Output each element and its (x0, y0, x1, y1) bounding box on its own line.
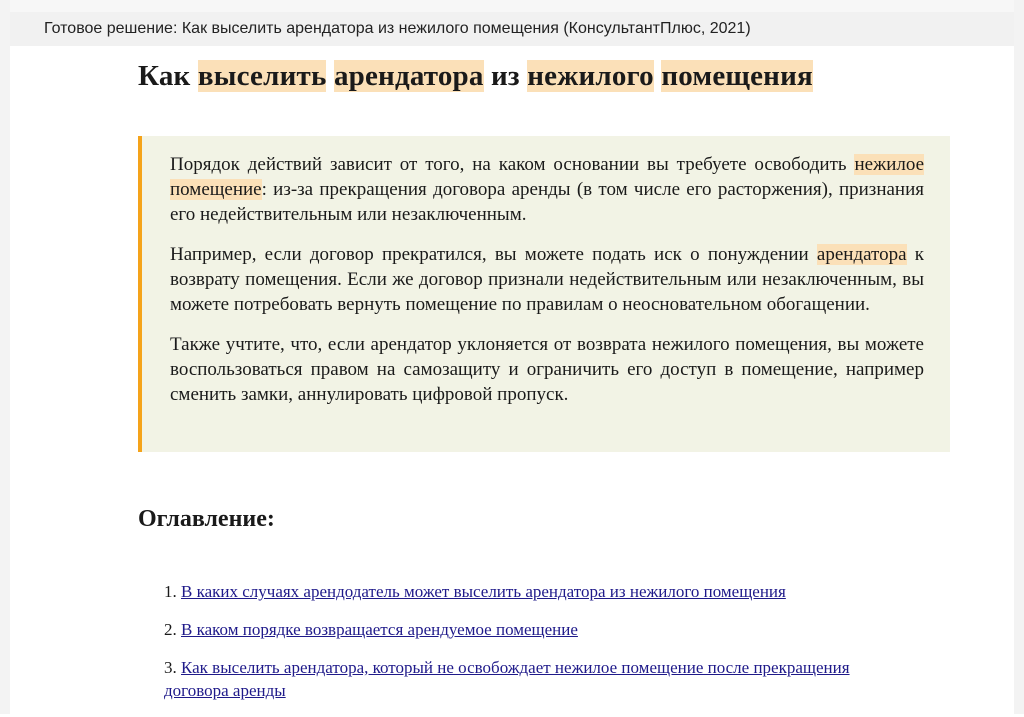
highlighted-term: арендатора (816, 244, 907, 265)
title-word-highlighted: выселить (197, 60, 327, 92)
callout-text: к возврату помещения. Если же договор признали недействительным или незаключенным, вы можете потребовать вернуть помещение по правилам о неосновательном обогащении. (170, 244, 925, 315)
callout-text: Порядок действий зависит от того, на каком основании вы требуете освободить (170, 154, 847, 175)
toc-item-number: 1. (164, 582, 177, 601)
toc-item-number: 2. (164, 620, 177, 639)
title-word-highlighted: помещения (661, 60, 813, 92)
title-word: Как (138, 60, 191, 92)
callout-paragraph-3: Также учтите, что, если арендатор уклоняется от возврата нежилого помещения, вы можете воспользоваться правом на самозащиту и ограничить его доступ в помещение, например сменить замки, аннулировать цифровой пропуск. (170, 334, 924, 405)
page-frame-left (0, 0, 10, 714)
summary-callout (138, 136, 950, 452)
document-header-title: Готовое решение: Как выселить арендатора из нежилого помещения (КонсультантПлюс, 2021) (44, 20, 751, 37)
callout-paragraph-1 (170, 152, 924, 227)
title-word-highlighted: нежилого (527, 60, 654, 92)
callout-paragraph-2 (170, 242, 924, 317)
callout-text: Например, если договор прекратился, вы можете подать иск о понуждении (170, 244, 809, 265)
page-title (138, 60, 813, 93)
callout-text: : из-за прекращения договора аренды (в том числе его расторжения), признания его недействительным или незаключенным. (170, 179, 924, 225)
toc-heading: Оглавление: (138, 506, 275, 532)
toc-item (164, 656, 884, 702)
table-of-contents (164, 580, 884, 717)
toc-link-1[interactable]: В каких случаях арендодатель может выселить арендатора из нежилого помещения (181, 582, 786, 601)
window-top-strip (0, 0, 1024, 12)
highlighted-term: помещение (170, 179, 262, 200)
toc-item-number: 3. (164, 658, 177, 677)
toc-link-2[interactable]: В каком порядке возвращается арендуемое помещение (181, 620, 578, 639)
title-word: из (491, 60, 520, 92)
highlighted-term: нежилое (854, 154, 925, 175)
title-word-highlighted: арендатора (333, 60, 484, 92)
toc-item (164, 618, 884, 641)
toc-link-3[interactable]: Как выселить арендатора, который не освобождает нежилое помещение после прекращения договора аренды (164, 658, 850, 700)
document-header-bar (10, 12, 1014, 46)
toc-item (164, 580, 884, 603)
page-frame-right (1014, 0, 1024, 714)
